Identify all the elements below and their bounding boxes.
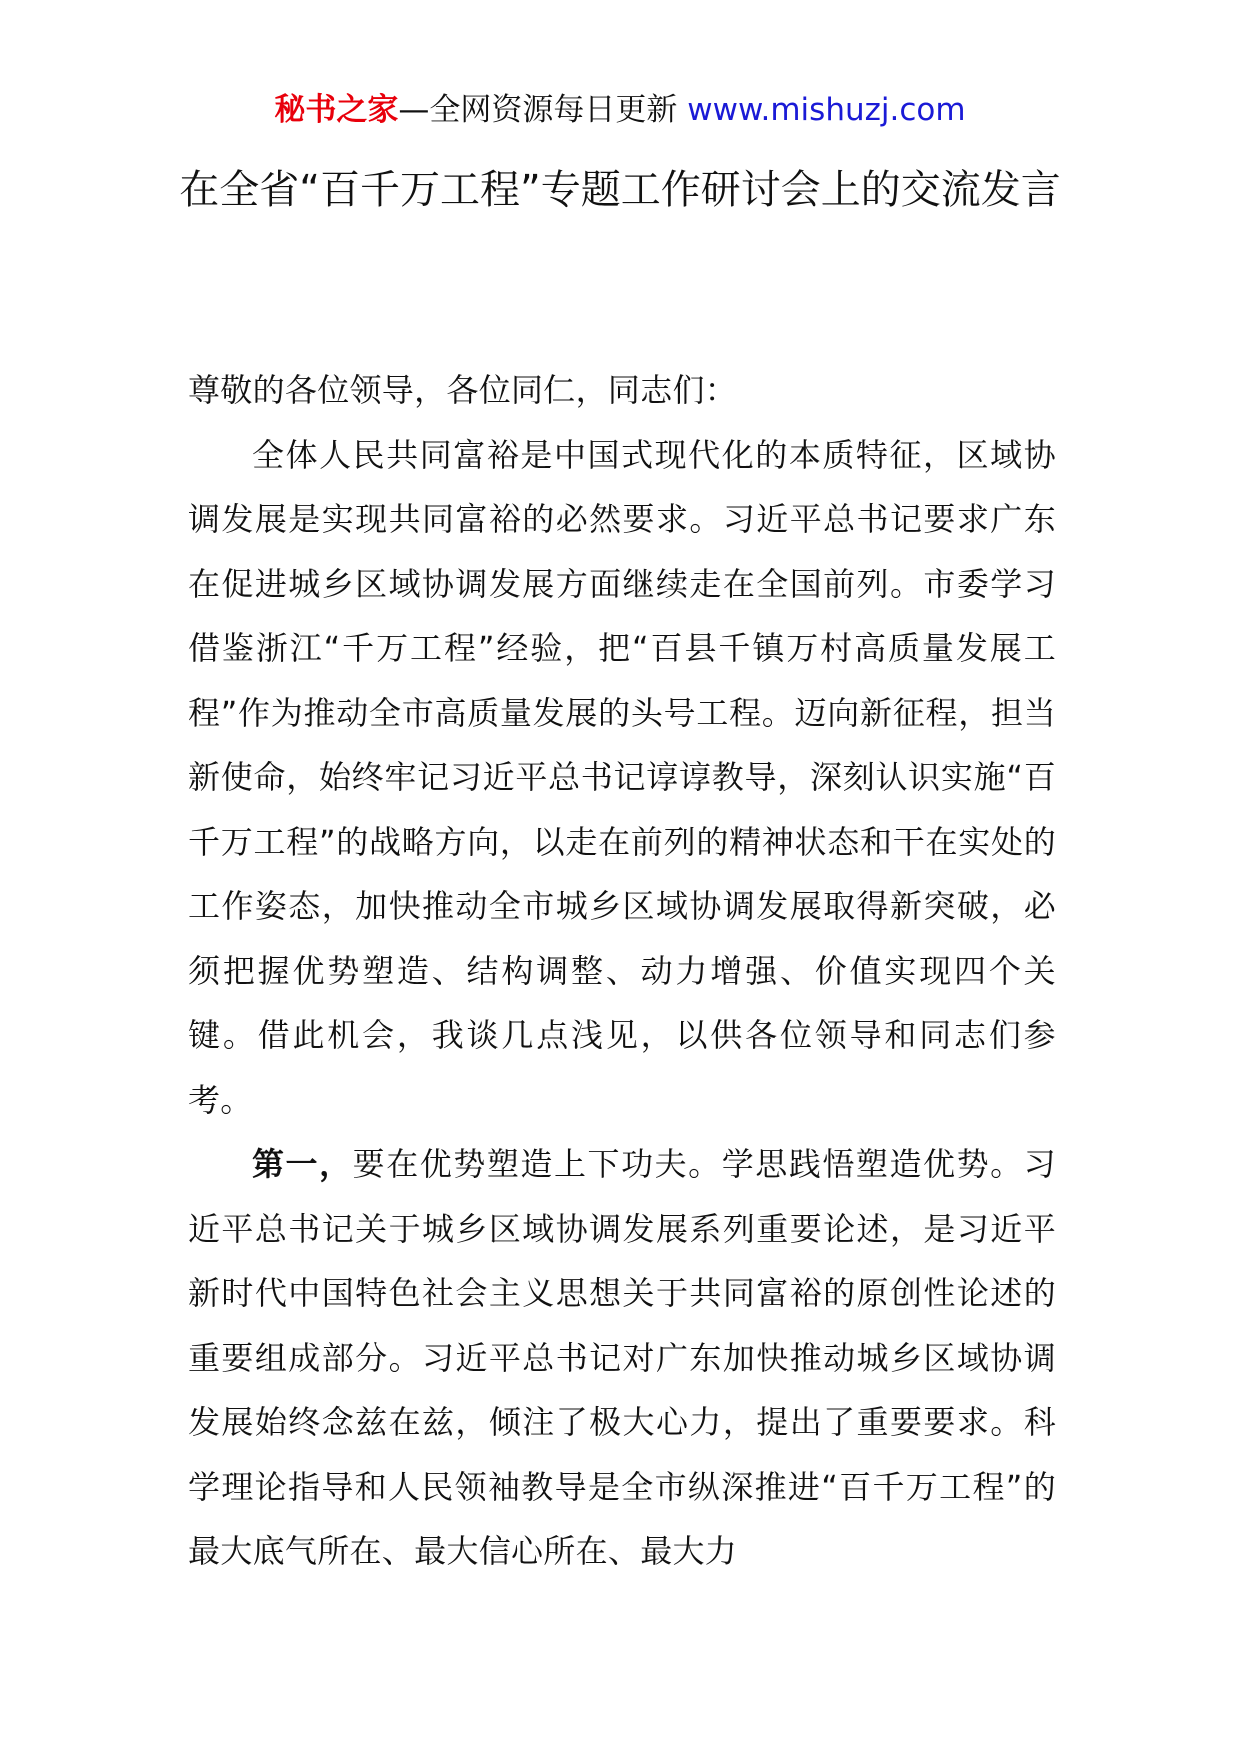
site-brand: 秘书之家 [274,92,399,128]
document-body [188,358,1056,1584]
paragraph-lead: 第一， [252,1145,353,1183]
site-url-link[interactable]: www.mishuzj.com [687,92,966,128]
site-slogan: —全网资源每日更新 [398,92,678,128]
paragraph-intro: 全体人民共同富裕是中国式现代化的本质特征，区域协调发展是实现共同富裕的必然要求。习近平总书记要求广东在促进城乡区域协调发展方面继续走在全国前列。市委学习借鉴浙江“千万工程”经验，把“百县千镇万村高质量发展工程”作为推动全市高质量发展的头号工程。迈向新征程，担当新使命，始终牢记习近平总书记谆谆教导，深刻认识实施“百千万工程”的战略方向，以走在前列的精神状态和干在实处的工作姿态，加快推动全市城乡区域协调发展取得新突破，必须把握优势塑造、结构调整、动力增强、价值实现四个关键。借此机会，我谈几点浅见，以供各位领导和同志们参考。 [188,435,1056,1119]
site-banner [0,88,1240,132]
document-title: 在全省“百千万工程”专题工作研讨会上的交流发言 [179,167,1061,213]
paragraph-first-point [188,1132,1056,1584]
salutation: 尊敬的各位领导，各位同仁，同志们： [188,371,738,409]
paragraph-first-point-text: 要在优势塑造上下功夫。学思践悟塑造优势。习近平总书记关于城乡区域协调发展系列重要论述，是习近平新时代中国特色社会主义思想关于共同富裕的原创性论述的重要组成部分。习近平总书记对广东加快推动城乡区域协调发展始终念兹在兹，倾注了极大心力，提出了重要要求。科学理论指导和人民领袖教导是全市纵深推进“百千万工程”的最大底气所在、最大信心所在、最大力 [188,1145,1056,1570]
